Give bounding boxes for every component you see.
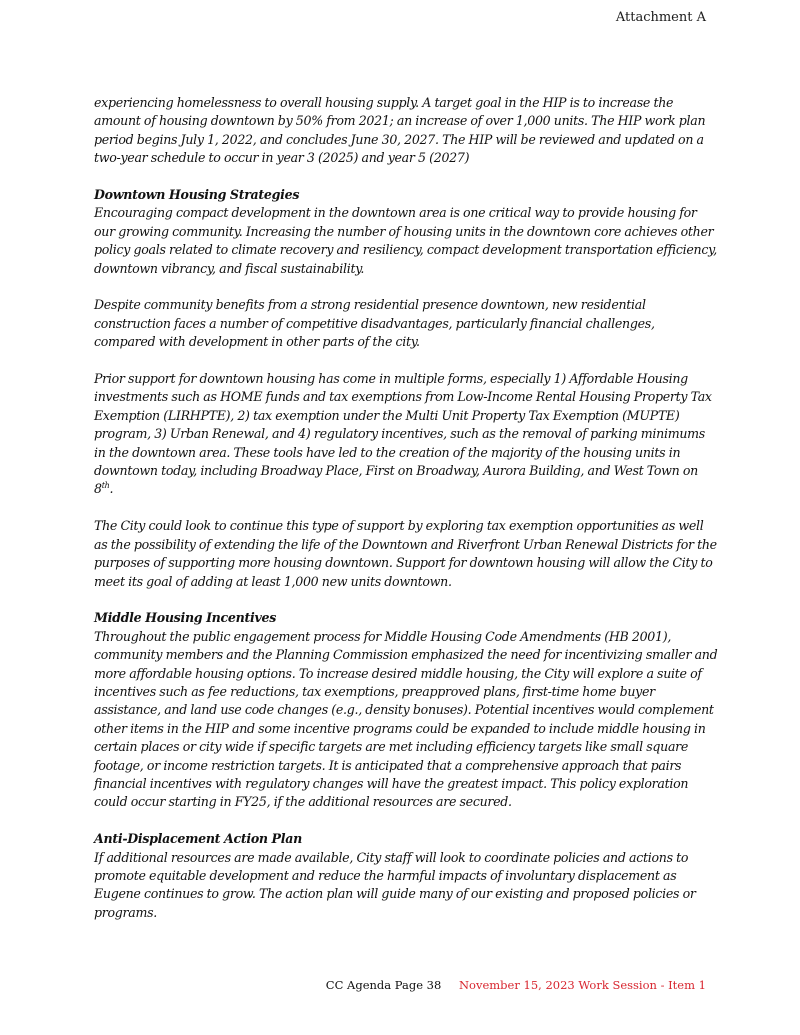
intro-paragraph: experiencing homelessness to overall housing supply. A target goal in the HIP is to increase the amount of housing downtown by 50% from 2021; an increase of over 1,000 units. The HIP work plan period begins July 1, 2022, and concludes June 30, 2027. The HIP will be reviewed and updated on a two-year schedule to occur in year 3 (2025) and year 5 (2027)	[94, 95, 706, 166]
downtown-paragraph-4: The City could look to continue this type of support by exploring tax exemption opportunities as well as the possibility of extending the life of the Downtown and Riverfront Urban Renewal Districts for the purposes of supporting more housing downtown. Support for downtown housing will allow the City to meet its goal of adding at least 1,000 new units downtown.	[94, 518, 717, 589]
agenda-page-number: CC Agenda Page 38	[325, 978, 442, 992]
downtown-paragraph-3	[94, 370, 719, 499]
downtown-paragraph-1: Encouraging compact development in the downtown area is one critical way to provide housing for our growing community. Increasing the number of housing units in the downtown core achieves other policy goals related to climate recovery and resiliency, compact development transportation efficiency, downtown vibrancy, and fiscal sustainability.	[94, 205, 717, 276]
ordinal-superscript: th	[101, 481, 110, 491]
page-footer	[326, 978, 706, 992]
downtown-heading: Downtown Housing Strategies	[94, 187, 300, 203]
middle-housing-heading: Middle Housing Incentives	[94, 610, 276, 626]
downtown-paragraph-3-end: .	[109, 481, 114, 497]
work-session-label: November 15, 2023 Work Session - Item 1	[458, 978, 706, 992]
anti-displacement-heading: Anti-Displacement Action Plan	[94, 831, 302, 847]
anti-displacement-paragraph: If additional resources are made available, City staff will look to coordinate policies and actions to promote equitable development and reduce the harmful impacts of involuntary displacement as Eugene continues to grow. The action plan will guide many of our existing and proposed policies or programs.	[94, 849, 696, 920]
downtown-paragraph-2: Despite community benefits from a strong residential presence downtown, new residential construction faces a number of competitive disadvantages, particularly financial challenges, compared with development in other parts of the city.	[94, 297, 655, 350]
downtown-paragraph-3-text: Prior support for downtown housing has come in multiple forms, especially 1) Affordable Housing investments such as HOME funds and tax exemptions from Low-Income Rental Housing Property Tax Exemption (LIRHPTE), 2) tax exemption under the Multi Unit Property Tax Exemption (MUPTE) program, 3) Urban Renewal, and 4) regulatory incentives, such as the removal of parking minimums in the downtown area. These tools have led to the creation of the majority of the housing units in downtown today, including Broadway Place, First on Broadway, Aurora Building, and West Town on 8	[94, 371, 712, 497]
attachment-label: Attachment A	[615, 10, 706, 25]
middle-housing-paragraph: Throughout the public engagement process for Middle Housing Code Amendments (HB 2001), community members and the Planning Commission emphasized the need for incentivizing smaller and more affordable housing options. To increase desired middle housing, the City will explore a suite of incentives such as fee reductions, tax exemptions, preapproved plans, first-time home buyer assistance, and land use code changes (e.g., density bonuses). Potential incentives would complement other items in the HIP and some incentive programs could be expanded to include middle housing in certain places or city wide if specific targets are met including efficiency targets like small square footage, or income restriction targets. It is anticipated that a comprehensive approach that pairs financial incentives with regulatory changes will have the greatest impact. This policy exploration could occur starting in FY25, if the additional resources are secured.	[94, 628, 718, 810]
document-body	[94, 94, 719, 941]
